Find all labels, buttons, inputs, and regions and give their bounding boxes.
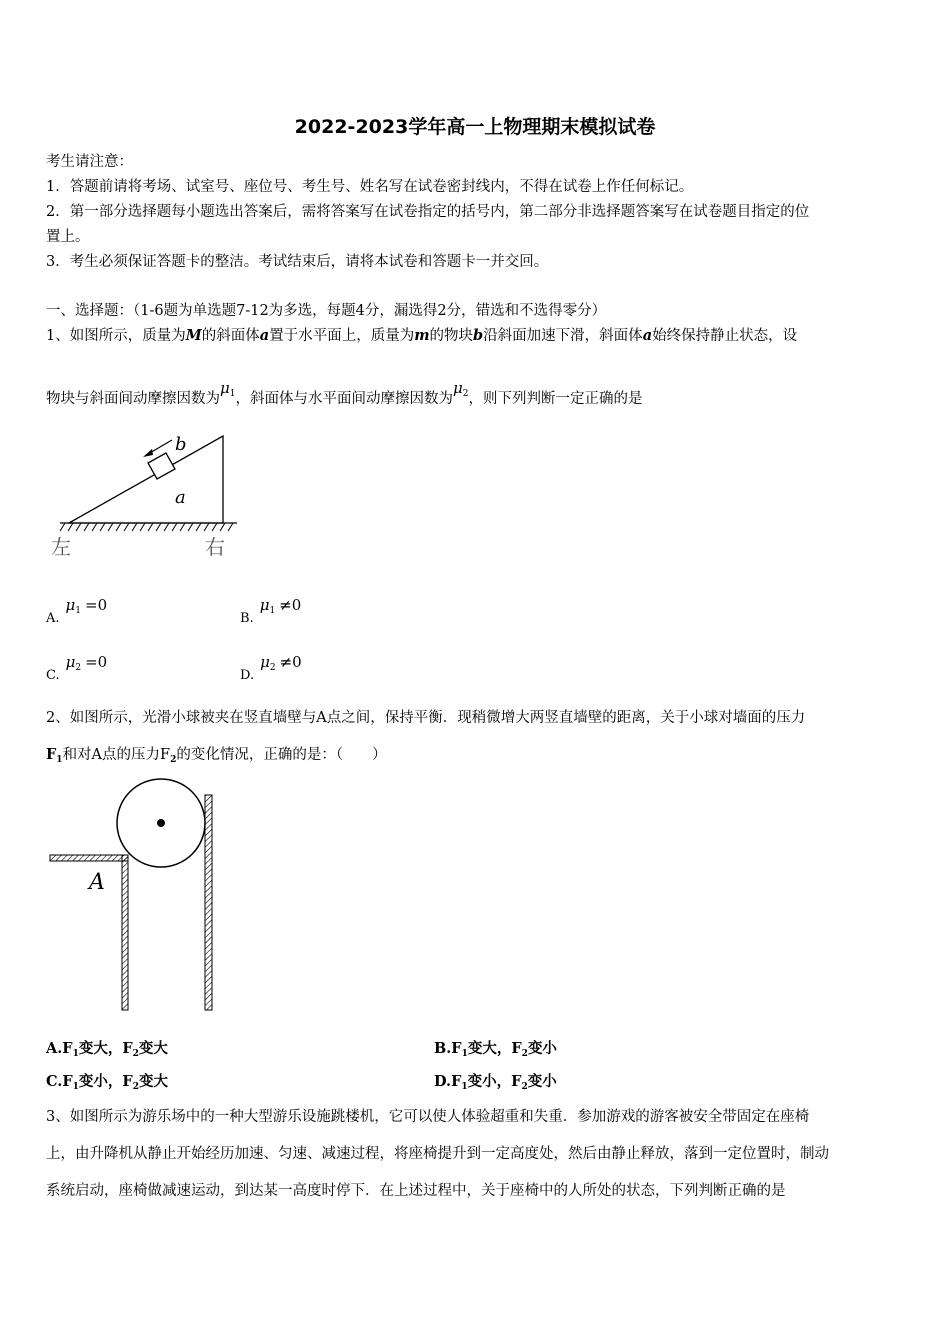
q2-option-a[interactable]: $A.F_1$变大，$F_2$变大 [46, 1040, 168, 1059]
q2-option-d[interactable]: $D.F_1$变小，$F_2$变小 [434, 1073, 557, 1092]
page-title: 2022-2023学年高一上物理期末模拟试卷 [294, 116, 656, 138]
section-heading: 一、选择题：（1-6题为单选题7-12为多选，每题4分，漏选得2分，错选和不选得零分） [46, 303, 607, 319]
q2-stem-line1: 2、如图所示，光滑小球被夹在竖直墙壁与A点之间，保持平衡．现稍微增大两竖直墙壁的距离，关于小球对墙面的压力 [46, 710, 806, 726]
q1-stem-line1: 1、如图所示，质量为M的斜面体a置于水平面上，质量为m的物块b沿斜面加速下滑，斜面体a始终保持静止状态，设 [46, 327, 798, 344]
q2-option-c[interactable]: $C.F_1$变小，$F_2$变大 [46, 1073, 168, 1092]
notice-item-2: 2．第一部分选择题每小题选出答案后，需将答案写在试卷指定的括号内，第二部分非选择题答案写在试卷题目指定的位 [46, 204, 810, 220]
q3-stem-line2: 上，由升降机从静止开始经历加速、匀速、减速过程，将座椅提升到一定高度处，然后由静止释放，落到一定位置时，制动 [46, 1146, 829, 1162]
label-right: 右 [205, 535, 225, 559]
ball-wall-figure [45, 775, 225, 1015]
incline-figure [45, 428, 245, 563]
label-A: A [89, 870, 105, 895]
label-left: 左 [51, 535, 71, 559]
notice-item-2-cont: 置上。 [46, 229, 90, 245]
q2-stem-line2: $F_1$和对A点的压力$F_2$的变化情况，正确的是：（ ） [46, 746, 387, 765]
q1-option-b[interactable]: $B.\mu_1 \ne 0$ [240, 596, 302, 626]
q1-stem-line2: 物块与斜面间动摩擦因数为$\mu_1$，斜面体与水平面间动摩擦因数为$\mu_2$，则下列判断一定正确的是 [46, 379, 643, 407]
q1-option-d[interactable]: $D.\mu_2 \ne 0$ [240, 653, 302, 683]
q2-option-b[interactable]: $B.F_1$变大，$F_2$变小 [434, 1040, 557, 1059]
label-b: b [175, 434, 187, 455]
notice-item-3: 3．考生必须保证答题卡的整洁。考试结束后，请将本试卷和答题卡一并交回。 [46, 254, 549, 270]
notice-header: 考生请注意： [46, 154, 133, 170]
q1-option-c[interactable]: $C.\mu_2 =0$ [46, 653, 108, 683]
q3-stem-line1: 3、如图所示为游乐场中的一种大型游乐设施跳楼机，它可以使人体验超重和失重．参加游戏的游客被安全带固定在座椅 [46, 1109, 810, 1125]
q3-stem-line3: 系统启动，座椅做减速运动，到达某一高度时停下．在上述过程中，关于座椅中的人所处的状态，下列判断正确的是 [46, 1183, 786, 1199]
q1-option-a[interactable]: $A.\mu_1 =0$ [46, 596, 108, 626]
label-a: a [175, 487, 186, 508]
notice-item-1: 1．答题前请将考场、试室号、座位号、考生号、姓名写在试卷密封线内，不得在试卷上作任何标记。 [46, 179, 694, 195]
